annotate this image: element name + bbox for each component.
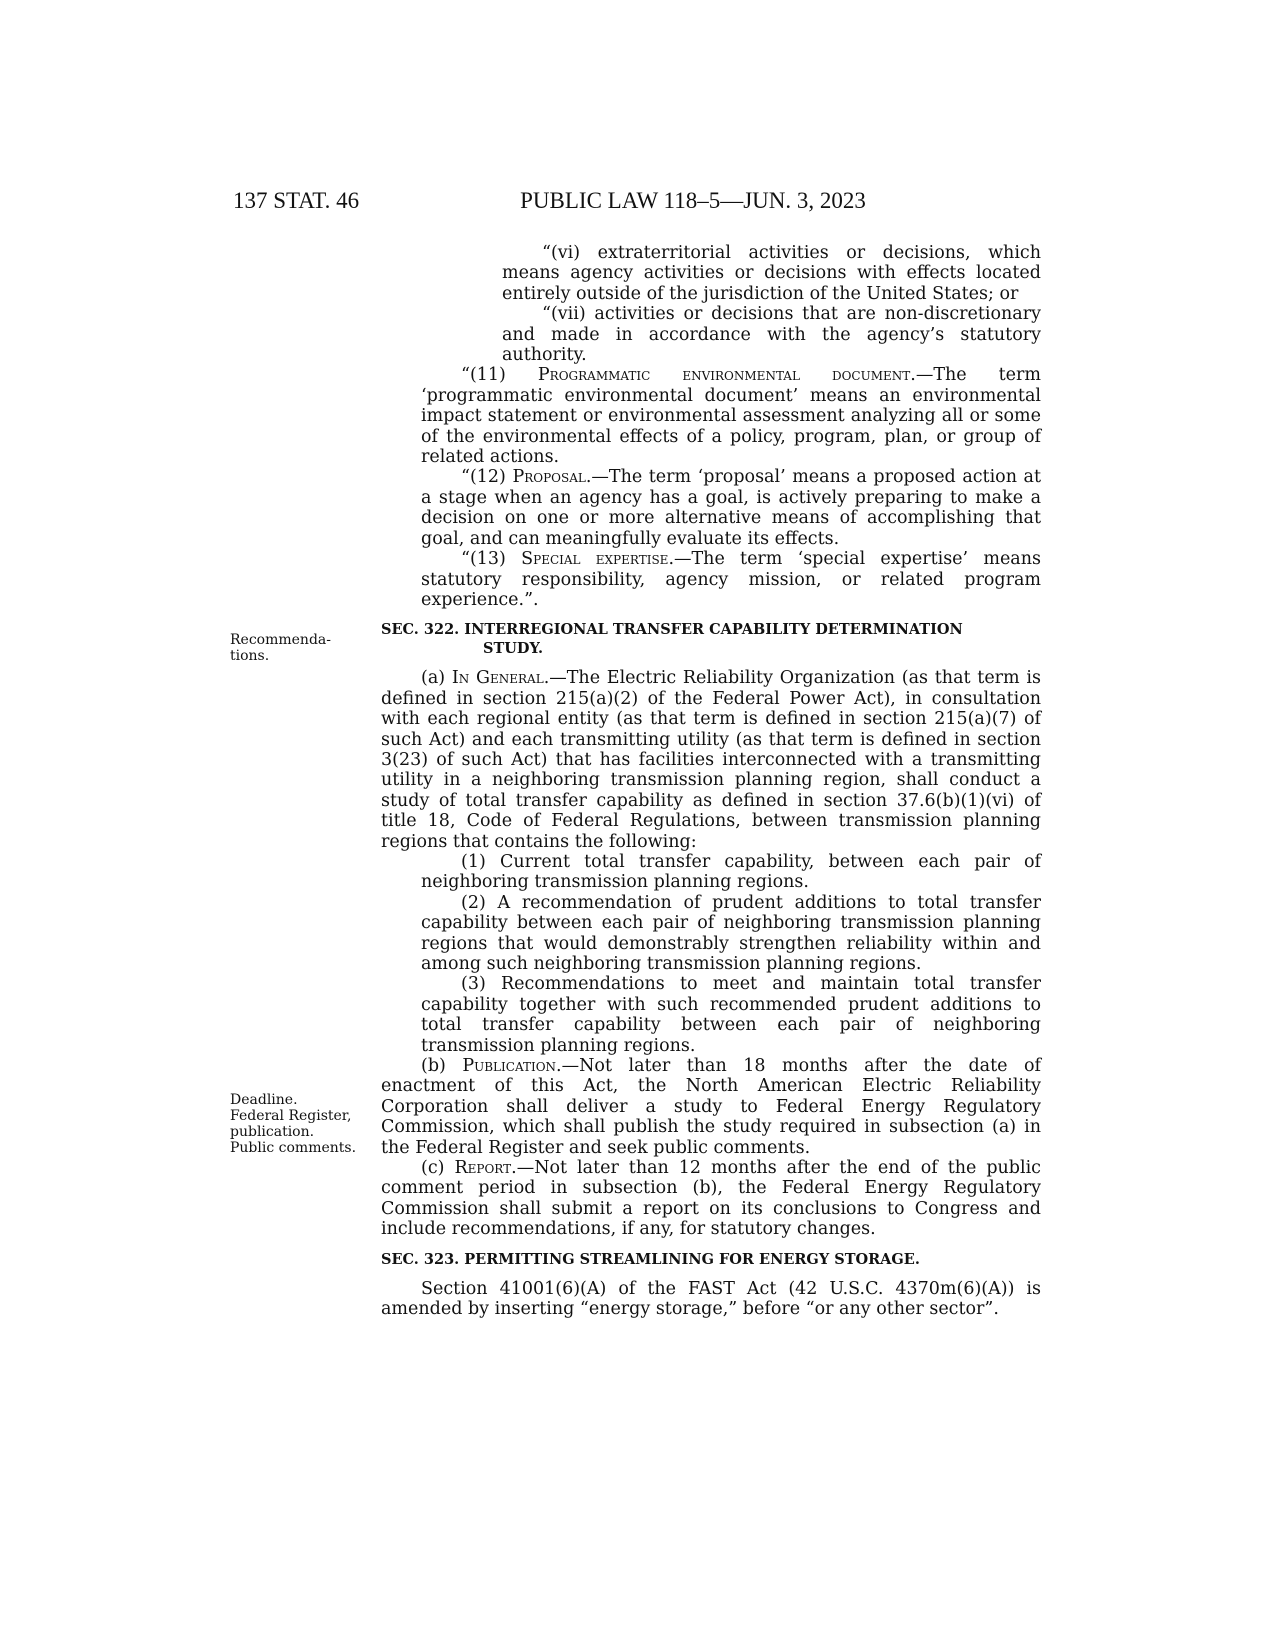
margin-note-line: tions. bbox=[230, 648, 270, 664]
section-title: INTERREGIONAL TRANSFER CAPABILITY DETERMINATION bbox=[464, 621, 963, 639]
margin-note-line: Deadline. bbox=[230, 1092, 298, 1108]
stat-page-reference: 137 STAT. 46 bbox=[233, 188, 360, 213]
paragraph-text: .—The term ‘proposal’ means a proposed action at a stage when an agency has a goal, is actively preparing to make a decision on one or more alternative means of accomplishing that goal, and can meaningfully evaluate its effects. bbox=[421, 467, 1042, 549]
subsection-letter: (a) bbox=[421, 668, 452, 689]
paragraph-heading: Special expertise bbox=[521, 549, 669, 570]
clause-vii: “(vii) activities or decisions that are non-discretionary and made in accordance with the agency’s statutory authority. bbox=[502, 304, 1041, 366]
paragraph-heading: Programmatic environmental document bbox=[537, 365, 911, 386]
section-323-heading: SEC. 323. PERMITTING STREAMLINING FOR ENERGY STORAGE. bbox=[381, 1250, 920, 1268]
item-3: (3) Recommendations to meet and maintain total transfer capability together with such recommended prudent additions to total transfer capability between each pair of neighboring transmission planning regions. bbox=[421, 974, 1041, 1056]
item-2: (2) A recommendation of prudent additions to total transfer capability between each pair of neighboring transmission planning regions that would demonstrably strengthen reliability within and among such neighboring transmission planning regions. bbox=[421, 892, 1041, 974]
subsection-heading: Publication bbox=[462, 1056, 557, 1077]
subsection-a bbox=[381, 668, 1041, 852]
item-1: (1) Current total transfer capability, between each pair of neighboring transmission planning regions. bbox=[421, 851, 1041, 893]
paragraph-11 bbox=[421, 365, 1041, 467]
subsection-text: .—The Electric Reliability Organization (as that term is defined in section 215(a)(2) of the Federal Power Act), in consultation with each regional entity (as that term is defined in section 215(a)(7) of such Act) and each transmitting utility (as that term is defined in section 3(23) of such Act) that has facilities interconnected with a transmitting utility in a neighboring transmission planning region, shall conduct a study of total transfer capability as defined in section 37.6(b)(1)(vi) of title 18, Code of Federal Regulations, between transmission planning regions that contains the following: bbox=[381, 668, 1041, 852]
running-title: PUBLIC LAW 118–5—JUN. 3, 2023 bbox=[520, 188, 866, 213]
paragraph-number: “(11) bbox=[461, 365, 538, 386]
paragraph-text: .—The term ‘programmatic environmental document’ means an environmental impact statement or environmental assessment analyzing all or some of the environmental effects of a policy, program, plan, or group of related actions. bbox=[421, 365, 1041, 468]
margin-note-line: Federal Register, bbox=[230, 1108, 352, 1124]
paragraph-13 bbox=[421, 549, 1041, 610]
subsection-text: .—Not later than 18 months after the date of enactment of this Act, the North American Electric Reliability Corporation shall deliver a study to Federal Energy Regulatory Commission, which shall publish the study required in subsection (a) in the Federal Register and seek public comments. bbox=[381, 1056, 1041, 1158]
paragraph-number: “(12) bbox=[461, 467, 513, 488]
subsection-c bbox=[381, 1158, 1041, 1240]
subsection-letter: (b) bbox=[421, 1056, 463, 1077]
margin-note-line: publication. bbox=[230, 1124, 315, 1140]
margin-note-line: Recommenda- bbox=[230, 632, 331, 648]
subsection-heading: In General bbox=[451, 668, 544, 689]
section-title-continued: STUDY. bbox=[483, 640, 544, 658]
clause-vi: “(vi) extraterritorial activities or decisions, which means agency activities or decisions with effects located entirely outside of the jurisdiction of the United States; or bbox=[502, 243, 1041, 304]
subsection-text: .—Not later than 12 months after the end of the public comment period in subsection (b), the Federal Energy Regulatory Commission shall submit a report on its conclusions to Congress and include recommendations, if any, for statutory changes. bbox=[381, 1158, 1041, 1240]
section-323-text: Section 41001(6)(A) of the FAST Act (42 U.S.C. 4370m(6)(A)) is amended by inserting “energy storage,” before “or any other sector”. bbox=[381, 1278, 1041, 1320]
body-text bbox=[381, 243, 1041, 1320]
paragraph-12 bbox=[421, 467, 1041, 549]
subsection-heading: Report bbox=[454, 1158, 512, 1179]
section-number: SEC. 322. bbox=[381, 621, 465, 639]
page-header bbox=[233, 188, 1043, 222]
margin-note-deadline bbox=[230, 1092, 360, 1156]
paragraph-number: “(13) bbox=[461, 549, 522, 570]
subsection-letter: (c) bbox=[421, 1158, 455, 1179]
margin-note-recommendations bbox=[230, 632, 360, 664]
paragraph-heading: Proposal bbox=[512, 467, 586, 488]
paragraph-text: .—The term ‘special expertise’ means statutory responsibility, agency mission, or related program experience.”. bbox=[421, 549, 1041, 610]
section-322-heading bbox=[381, 620, 1041, 658]
subsection-b bbox=[381, 1056, 1041, 1158]
margin-note-line: Public comments. bbox=[230, 1140, 357, 1156]
